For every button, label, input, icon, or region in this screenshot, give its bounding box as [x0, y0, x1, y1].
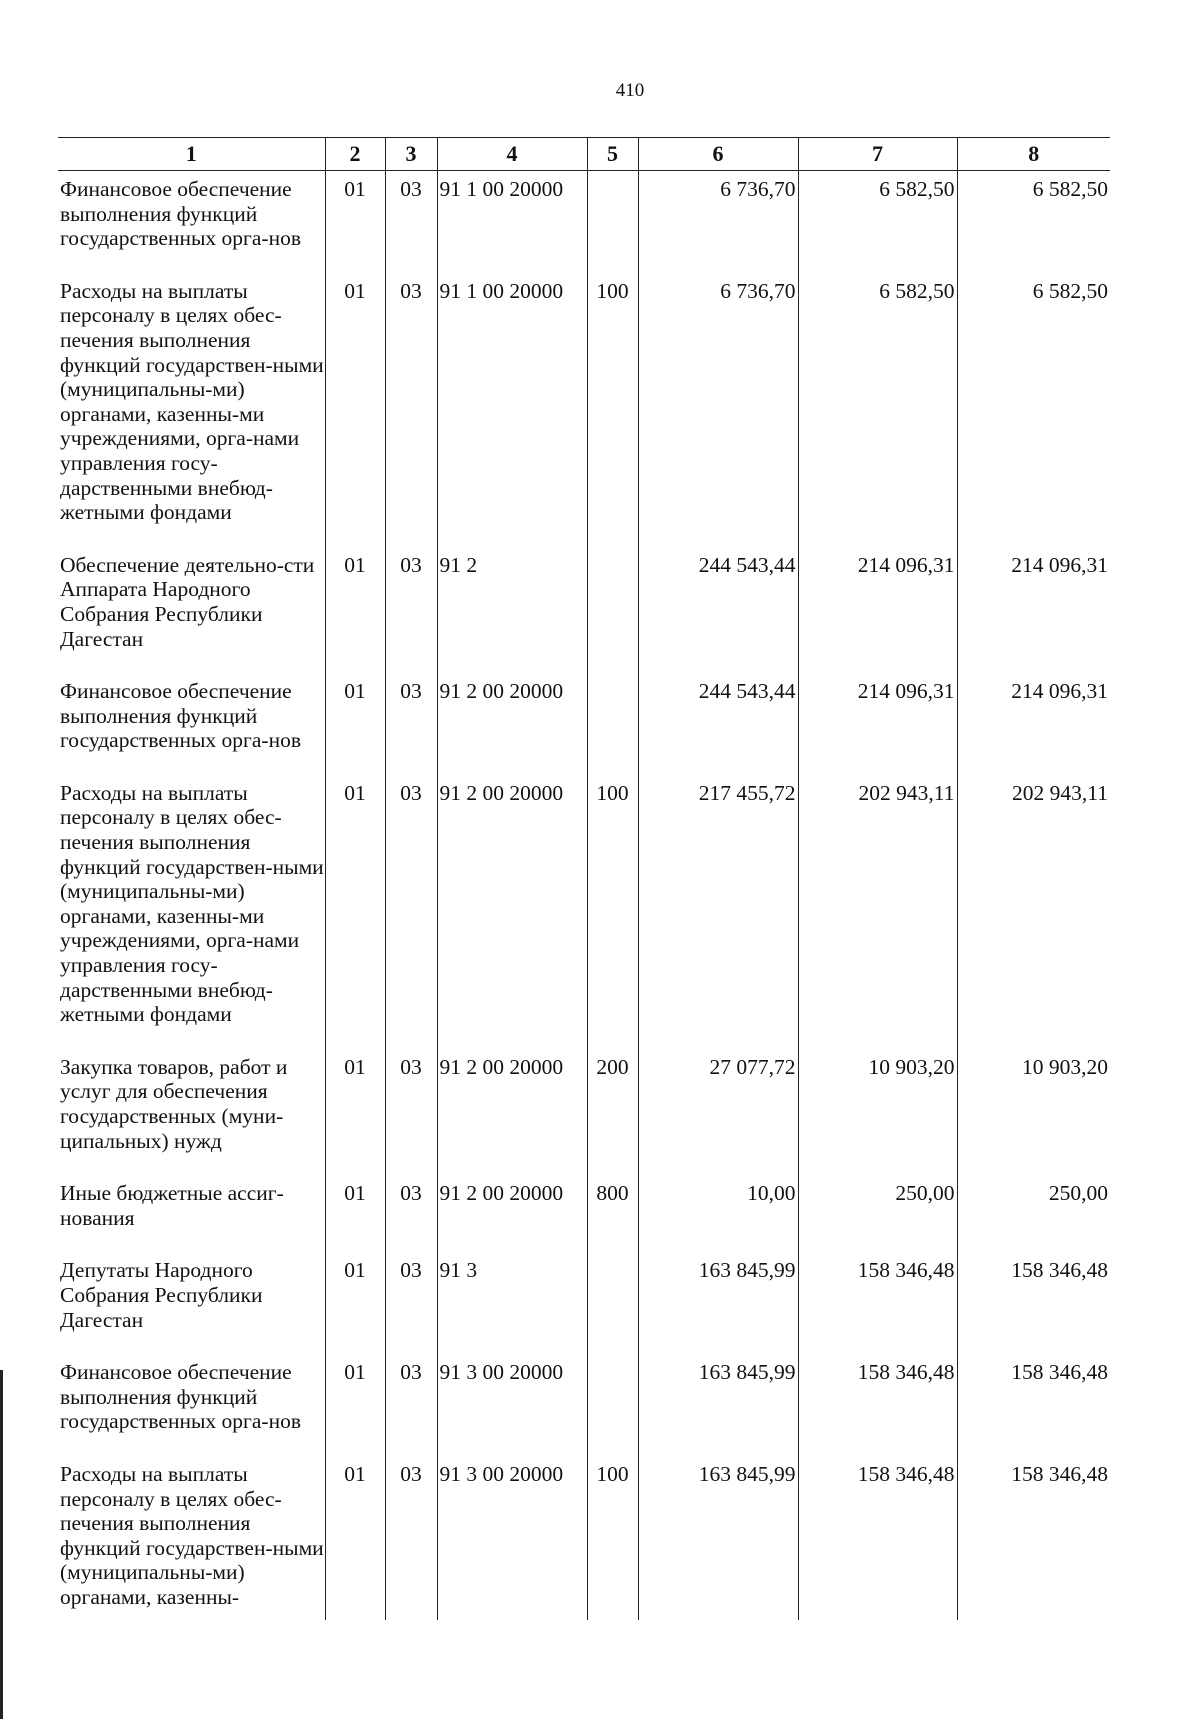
table-row [58, 273, 1110, 547]
row-amount-col7: 158 346,48 [798, 1354, 957, 1456]
row-amount-col7: 158 346,48 [798, 1456, 957, 1620]
header-col-2: 2 [325, 138, 385, 171]
table-row [58, 171, 1110, 273]
row-name: Расходы на выплаты персоналу в целях обес-печения выполнения функций государствен-ными (муниципальны-ми) органами, казенны- [60, 1461, 324, 1609]
header-col-3: 3 [385, 138, 437, 171]
row-amount-col7: 10 903,20 [798, 1049, 957, 1175]
row-amount-col8: 214 096,31 [957, 547, 1110, 673]
row-target-code: 91 2 00 20000 [437, 1175, 587, 1252]
row-section: 01 [325, 171, 385, 273]
row-expense-type: 100 [587, 273, 638, 547]
row-section: 01 [325, 1175, 385, 1252]
row-amount-col8: 250,00 [957, 1175, 1110, 1252]
row-subsection: 03 [385, 1456, 437, 1620]
row-section: 01 [325, 1354, 385, 1456]
row-expense-type [587, 673, 638, 775]
row-amount-col7: 214 096,31 [798, 547, 957, 673]
row-subsection: 03 [385, 273, 437, 547]
row-amount-col6: 6 736,70 [638, 273, 798, 547]
row-target-code: 91 2 00 20000 [437, 775, 587, 1049]
row-amount-col8: 6 582,50 [957, 171, 1110, 273]
row-section: 01 [325, 1252, 385, 1354]
header-col-4: 4 [437, 138, 587, 171]
row-amount-col6: 6 736,70 [638, 171, 798, 273]
row-target-code: 91 2 [437, 547, 587, 673]
row-amount-col7: 6 582,50 [798, 171, 957, 273]
row-target-code: 91 2 00 20000 [437, 673, 587, 775]
row-expense-type [587, 1252, 638, 1354]
row-subsection: 03 [385, 547, 437, 673]
table-row [58, 1175, 1110, 1252]
row-amount-col6: 163 845,99 [638, 1252, 798, 1354]
row-name: Финансовое обеспечение выполнения функций государственных орга-нов [60, 1360, 301, 1434]
row-subsection: 03 [385, 673, 437, 775]
row-amount-col8: 158 346,48 [957, 1354, 1110, 1456]
row-section: 01 [325, 775, 385, 1049]
row-expense-type: 100 [587, 1456, 638, 1620]
row-amount-col8: 10 903,20 [957, 1049, 1110, 1175]
row-amount-col8: 202 943,11 [957, 775, 1110, 1049]
row-expense-type: 800 [587, 1175, 638, 1252]
row-name: Обеспечение деятельно-сти Аппарата Народного Собрания Республики Дагестан [60, 552, 315, 651]
row-name: Иные бюджетные ассиг-нования [60, 1181, 284, 1230]
row-name: Финансовое обеспечение выполнения функций государственных орга-нов [60, 177, 301, 251]
row-amount-col6: 217 455,72 [638, 775, 798, 1049]
row-amount-col6: 27 077,72 [638, 1049, 798, 1175]
table-row [58, 1456, 1110, 1620]
row-subsection: 03 [385, 171, 437, 273]
table-row [58, 1252, 1110, 1354]
row-amount-col6: 163 845,99 [638, 1456, 798, 1620]
table-row [58, 673, 1110, 775]
row-amount-col6: 10,00 [638, 1175, 798, 1252]
row-name: Депутаты Народного Собрания Республики Дагестан [60, 1258, 263, 1332]
row-subsection: 03 [385, 1354, 437, 1456]
header-col-5: 5 [587, 138, 638, 171]
row-amount-col7: 6 582,50 [798, 273, 957, 547]
table-body [58, 171, 1110, 1620]
row-name: Расходы на выплаты персоналу в целях обес-печения выполнения функций государствен-ными (муниципальны-ми) органами, казенны-ми учреждениями, орга-нами управления госу-дарственными внебюд-жетными фондами [60, 278, 324, 525]
row-target-code: 91 1 00 20000 [437, 171, 587, 273]
row-amount-col8: 158 346,48 [957, 1252, 1110, 1354]
row-section: 01 [325, 273, 385, 547]
row-expense-type: 100 [587, 775, 638, 1049]
row-amount-col7: 250,00 [798, 1175, 957, 1252]
row-amount-col6: 163 845,99 [638, 1354, 798, 1456]
row-name: Финансовое обеспечение выполнения функций государственных орга-нов [60, 679, 301, 753]
table-header [58, 138, 1110, 171]
table-row [58, 547, 1110, 673]
row-subsection: 03 [385, 1252, 437, 1354]
row-amount-col6: 244 543,44 [638, 673, 798, 775]
row-amount-col8: 6 582,50 [957, 273, 1110, 547]
row-amount-col8: 214 096,31 [957, 673, 1110, 775]
row-target-code: 91 3 00 20000 [437, 1354, 587, 1456]
row-section: 01 [325, 1456, 385, 1620]
row-target-code: 91 1 00 20000 [437, 273, 587, 547]
row-target-code: 91 2 00 20000 [437, 1049, 587, 1175]
row-subsection: 03 [385, 1175, 437, 1252]
row-expense-type: 200 [587, 1049, 638, 1175]
table-row [58, 1049, 1110, 1175]
table-row [58, 775, 1110, 1049]
row-amount-col7: 158 346,48 [798, 1252, 957, 1354]
row-amount-col7: 202 943,11 [798, 775, 957, 1049]
row-target-code: 91 3 [437, 1252, 587, 1354]
row-subsection: 03 [385, 775, 437, 1049]
row-expense-type [587, 547, 638, 673]
scan-edge-line [0, 1370, 3, 1719]
row-subsection: 03 [385, 1049, 437, 1175]
header-col-7: 7 [798, 138, 957, 171]
header-col-6: 6 [638, 138, 798, 171]
header-col-1: 1 [58, 138, 325, 171]
row-section: 01 [325, 1049, 385, 1175]
row-section: 01 [325, 547, 385, 673]
row-target-code: 91 3 00 20000 [437, 1456, 587, 1620]
row-amount-col6: 244 543,44 [638, 547, 798, 673]
budget-table [58, 137, 1110, 1620]
page-number: 410 [615, 80, 645, 101]
row-expense-type [587, 171, 638, 273]
header-row [58, 138, 1110, 171]
row-expense-type [587, 1354, 638, 1456]
row-name: Расходы на выплаты персоналу в целях обес-печения выполнения функций государствен-ными (муниципальны-ми) органами, казенны-ми учреждениями, орга-нами управления госу-дарственными внебюд-жетными фондами [60, 780, 324, 1027]
row-name: Закупка товаров, работ и услуг для обеспечения государственных (муни-ципальных) нужд [60, 1054, 288, 1153]
row-amount-col8: 158 346,48 [957, 1456, 1110, 1620]
header-col-8: 8 [957, 138, 1110, 171]
table-row [58, 1354, 1110, 1456]
row-section: 01 [325, 673, 385, 775]
row-amount-col7: 214 096,31 [798, 673, 957, 775]
